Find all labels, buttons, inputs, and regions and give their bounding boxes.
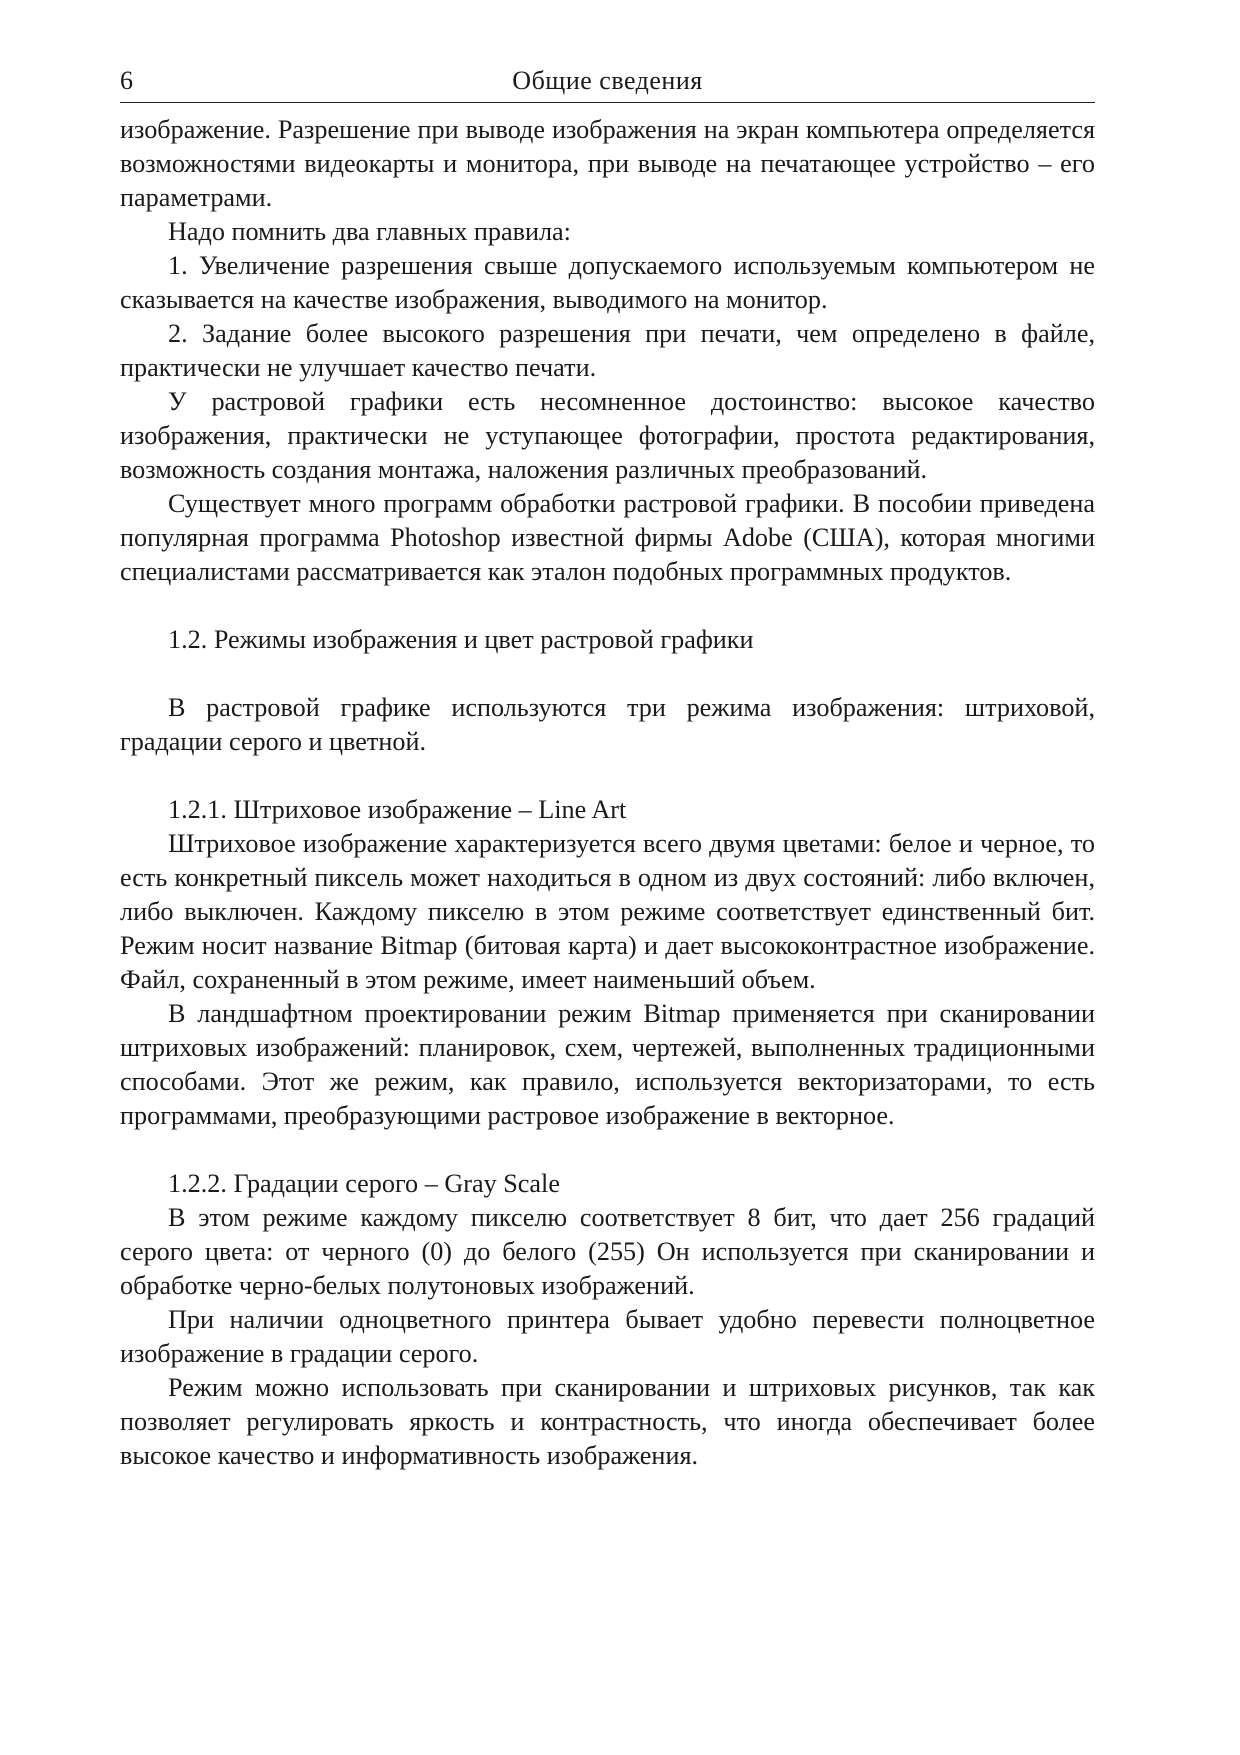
- subsection-heading-gray-scale: 1.2.2. Градации серого – Gray Scale: [168, 1169, 560, 1198]
- paragraph-bitmap-landscape: В ландшафтном проектировании режим Bitmap применяется при сканировании штриховых изображений: планировок, схем, чертежей, выполненных традиционными способами. Этот же режим, как правило, используется векторизаторами, то есть программами, преобразующими растровое изображение в векторное.: [120, 999, 1095, 1130]
- document-page: [120, 60, 1095, 1473]
- paragraph-continued: изображение. Разрешение при выводе изображения на экран компьютера определяется возможностями видеокарты и монитора, при выводе на печатающее устройство – его параметрами.: [120, 115, 1095, 212]
- document-body: [120, 113, 1095, 1473]
- paragraph-rule-1: 1. Увеличение разрешения свыше допускаемого используемым компьютером не сказывается на качестве изображения, выводимого на монитор.: [120, 251, 1095, 314]
- page-number: 6: [120, 66, 133, 95]
- section-heading: 1.2. Режимы изображения и цвет растровой графики: [168, 625, 754, 654]
- subsection-heading-line-art: 1.2.1. Штриховое изображение – Line Art: [168, 795, 627, 824]
- paragraph-monochrome-printer: При наличии одноцветного принтера бывает удобно перевести полноцветное изображение в градации серого.: [120, 1305, 1095, 1368]
- paragraph-photoshop: Существует много программ обработки растровой графики. В пособии приведена популярная программа Photoshop известной фирмы Adobe (США), которая многими специалистами рассматривается как эталон подобных программных продуктов.: [120, 489, 1095, 586]
- running-title: Общие сведения: [512, 66, 703, 95]
- paragraph-scanning: Режим можно использовать при сканировании и штриховых рисунков, так как позволяет регулировать яркость и контрастность, что иногда обеспечивает более высокое качество и информативность изображения.: [120, 1373, 1095, 1470]
- paragraph-gray-scale: В этом режиме каждому пикселю соответствует 8 бит, что дает 256 градаций серого цвета: от черного (0) до белого (255) Он используется при сканировании и обработке черно-белых полутоновых изображений.: [120, 1203, 1095, 1300]
- paragraph-line-art: Штриховое изображение характеризуется всего двумя цветами: белое и черное, то есть конкретный пиксель может находиться в одном из двух состояний: либо включен, либо выключен. Каждому пикселю в этом режиме соответствует единственный бит. Режим носит название Bitmap (битовая карта) и дает высококонтрастное изображение. Файл, сохраненный в этом режиме, имеет наименьший объем.: [120, 829, 1095, 994]
- paragraph-rule-2: 2. Задание более высокого разрешения при печати, чем определено в файле, практически не улучшает качество печати.: [120, 319, 1095, 382]
- paragraph-raster-advantages: У растровой графики есть несомненное достоинство: высокое качество изображения, практически не уступающее фотографии, простота редактирования, возможность создания монтажа, наложения различных преобразований.: [120, 387, 1095, 484]
- running-header: [120, 60, 1095, 103]
- paragraph-rules-intro: Надо помнить два главных правила:: [168, 217, 571, 246]
- paragraph-three-modes: В растровой графике используются три режима изображения: штриховой, градации серого и цветной.: [120, 693, 1095, 756]
